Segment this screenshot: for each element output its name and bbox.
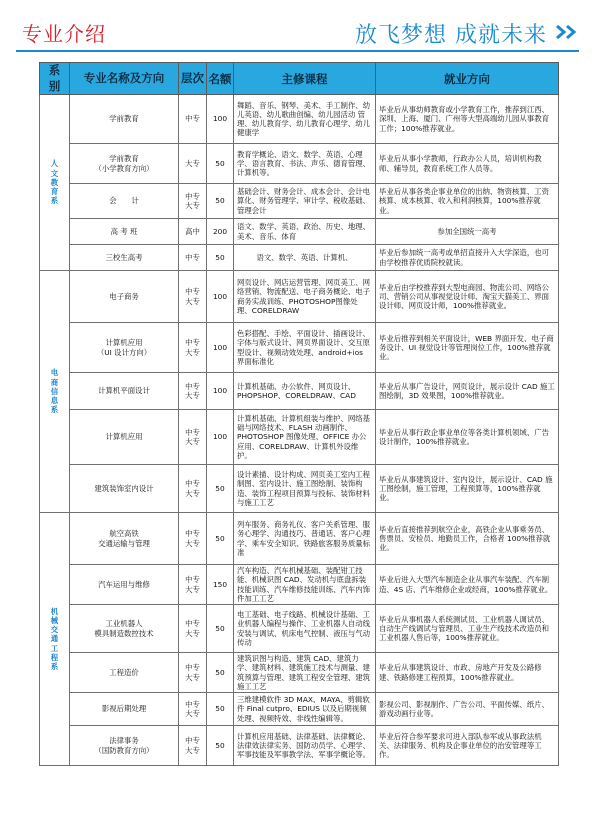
major-courses: 汽车构造、汽车机械基础、装配钳工技能、机械识图 CAD、发动机与底盘拆装技能训练、汽车维修技能训练、汽车内饰件加工工艺 bbox=[234, 565, 376, 605]
header-divider bbox=[16, 50, 579, 52]
major-level: 中专 bbox=[179, 95, 207, 144]
col-header-quota: 名额 bbox=[207, 63, 234, 95]
table-row bbox=[40, 465, 559, 513]
major-career: 毕业后进入大型汽车制造企业从事汽车装配、汽车制造、4S 店、汽车维修企业或经商，100%推荐就业。 bbox=[376, 565, 559, 605]
major-level: 中专 bbox=[179, 245, 207, 271]
major-quota: 50 bbox=[207, 653, 234, 693]
major-name: 计算机平面设计 bbox=[70, 373, 179, 410]
major-courses: 列车服务、商务礼仪、客户关系管理、服务心理学、沟通技巧、普通话、客户心理学、乘车安全知识、铁路旅客服务质量标准 bbox=[234, 513, 376, 565]
major-career: 毕业后推荐到相关平面设计，WEB 界面开发、电子商务设计、UI 视觉设计等管理岗位工作，100%推荐就业。 bbox=[376, 323, 559, 373]
major-level: 中专 大专 bbox=[179, 565, 207, 605]
major-career: 毕业后直接推荐到航空企业，高铁企业从事乘务员、售票员、安检员、地勤员工作，合格者 100%推荐就业。 bbox=[376, 513, 559, 565]
major-quota: 50 bbox=[207, 693, 234, 726]
major-level: 高中 bbox=[179, 219, 207, 245]
major-level: 中专 大专 bbox=[179, 513, 207, 565]
major-quota: 150 bbox=[207, 565, 234, 605]
major-level: 中专 大专 bbox=[179, 373, 207, 410]
col-header-department: 系别 bbox=[40, 63, 70, 95]
table-row bbox=[40, 373, 559, 410]
table-row bbox=[40, 653, 559, 693]
majors-table bbox=[39, 62, 559, 766]
major-level: 中专 大专 bbox=[179, 693, 207, 726]
major-name: 法律事务 （国防教育方向） bbox=[70, 726, 179, 766]
major-career: 毕业后由学校推荐到大型电商园、物流公司、网络公司、营销公司从事视觉设计师、淘宝天猫美工、界面设计师、网页设计师，100%推荐就业。 bbox=[376, 271, 559, 323]
major-career: 毕业后从事建筑设计、室内设计，展示设计、CAD 施工图绘制，施工管理，工程预算等，100%推荐就业。 bbox=[376, 465, 559, 513]
major-name: 高 考 班 bbox=[70, 219, 179, 245]
major-level: 中专 大专 bbox=[179, 323, 207, 373]
major-quota: 50 bbox=[207, 465, 234, 513]
table-row bbox=[40, 245, 559, 271]
major-name: 会 计 bbox=[70, 184, 179, 219]
major-level: 中专 大专 bbox=[179, 184, 207, 219]
major-name: 计算机应用 （UI 设计方向） bbox=[70, 323, 179, 373]
major-career: 毕业后从事幼师教育或小学教育工作，推荐到江西、深圳、上海、厦门、广州等大型高端幼儿园从事教育工作；100%推荐就业。 bbox=[376, 95, 559, 144]
major-quota: 200 bbox=[207, 219, 234, 245]
major-name: 汽车运用与维修 bbox=[70, 565, 179, 605]
major-quota: 100 bbox=[207, 373, 234, 410]
major-level: 中专 大专 bbox=[179, 605, 207, 653]
table-row bbox=[40, 605, 559, 653]
major-quota: 100 bbox=[207, 95, 234, 144]
major-quota: 50 bbox=[207, 726, 234, 766]
table-row bbox=[40, 565, 559, 605]
major-level: 中专 大专 bbox=[179, 271, 207, 323]
major-name: 工程造价 bbox=[70, 653, 179, 693]
major-quota: 50 bbox=[207, 184, 234, 219]
double-chevron-icon bbox=[555, 24, 579, 40]
table-row bbox=[40, 693, 559, 726]
major-quota: 100 bbox=[207, 271, 234, 323]
major-quota: 50 bbox=[207, 144, 234, 184]
major-level: 大专 bbox=[179, 144, 207, 184]
col-header-level: 层次 bbox=[179, 63, 207, 95]
major-courses: 建筑识图与构造、建筑 CAD、建筑力学、建筑材料、建筑施工技术与测量、建筑预算与管理、建筑工程安全管理、建筑施工工艺 bbox=[234, 653, 376, 693]
major-name: 学前教育 （小学教育方向） bbox=[70, 144, 179, 184]
major-courses: 语文、数学、英语、计算机、 bbox=[234, 245, 376, 271]
table-row bbox=[40, 323, 559, 373]
col-header-major: 专业名称及方向 bbox=[70, 63, 179, 95]
table-row bbox=[40, 219, 559, 245]
table-row bbox=[40, 513, 559, 565]
major-career: 毕业后从事广告设计，网页设计，展示设计 CAD 施工图绘制，3D 效果图，100%推荐就业。 bbox=[376, 373, 559, 410]
major-courses: 计算机应用基础、法律基础、法律概论、法律效法律实务、国防动员学、心理学、军事技能及军事教学法、军事学概论等。 bbox=[234, 726, 376, 766]
major-career: 毕业后从事各类企事业单位的出纳、物资核算、工资核算、成本核算、收入和利润核算，100%推荐就业。 bbox=[376, 184, 559, 219]
major-courses: 设计素描、设计构成、网页美工室内工程制图、室内设计、施工图绘制、装饰构造、装饰工程项目预算与投标、装饰材料与施工工艺 bbox=[234, 465, 376, 513]
major-name: 影视后期处理 bbox=[70, 693, 179, 726]
slogan: 放飞梦想 成就未来 bbox=[355, 23, 547, 48]
major-quota: 100 bbox=[207, 323, 234, 373]
major-level: 中专 大专 bbox=[179, 653, 207, 693]
major-level: 中专 大专 bbox=[179, 465, 207, 513]
major-career: 参加全国统一高考 bbox=[376, 219, 559, 245]
major-level: 中专 大专 bbox=[179, 726, 207, 766]
major-career: 毕业后符合参军要求可进入部队参军或从事政法机关、法律服务、机构及企事业单位的治安管理等工作。 bbox=[376, 726, 559, 766]
major-courses: 计算机基础、计算机组装与维护、网络基础与网络技术、FLASH 动画制作、PHOTOSHOP 图像处理、OFFICE 办公应用、CORELDRAW、计算机外设维护。 bbox=[234, 410, 376, 465]
major-courses: 教育学概论、语文、数学、英语、心理学、语言教育、书法、声乐、德育管理、计算机等。 bbox=[234, 144, 376, 184]
department-name: 机 械 交 通 工 程 系 bbox=[40, 513, 70, 766]
table-row bbox=[40, 144, 559, 184]
major-quota: 50 bbox=[207, 245, 234, 271]
major-quota: 50 bbox=[207, 605, 234, 653]
department-name: 人 文 教 育 系 bbox=[40, 95, 70, 271]
major-name: 学前教育 bbox=[70, 95, 179, 144]
major-name: 三校生高考 bbox=[70, 245, 179, 271]
table-row bbox=[40, 184, 559, 219]
major-quota: 100 bbox=[207, 410, 234, 465]
major-courses: 电工基础、电子线路、机械设计基础、工业机器人编程与操作、工业机器人自动线安装与调试、机床电气控制、液压与气动传动 bbox=[234, 605, 376, 653]
major-courses: 计算机基础、办公软件、网页设计、PHOPSHOP、CORELDRAW、CAD bbox=[234, 373, 376, 410]
major-courses: 色彩搭配、手绘、平面设计、插画设计、字体与版式设计、网页界面设计、交互原型设计、视频动效处理、android+ios 界面标准化 bbox=[234, 323, 376, 373]
major-courses: 基础会计、财务会计、成本会计、会计电算化、财务管理学、审计学、税收基础、管理会计 bbox=[234, 184, 376, 219]
major-courses: 舞蹈、音乐、钢琴、美术、手工制作、幼儿英语、幼儿歌曲创编、幼儿园活动 管理、幼儿教育学、幼儿教育心理学、幼儿健康学 bbox=[234, 95, 376, 144]
major-level: 中专 大专 bbox=[179, 410, 207, 465]
section-title: 专业介绍 bbox=[22, 22, 106, 46]
major-career: 毕业后从事行政企事业单位等各类计算机领域、广告设计制作，100%推荐就业。 bbox=[376, 410, 559, 465]
major-name: 电子商务 bbox=[70, 271, 179, 323]
table-row bbox=[40, 271, 559, 323]
department-name: 电 商 信 息 系 bbox=[40, 271, 70, 513]
table-row bbox=[40, 726, 559, 766]
major-career: 毕业后从事机器人系统测试员、工业机器人调试员、自动生产线调试与管理员、工业生产线技术改造员和工业机器人售后等，100%推荐就业。 bbox=[376, 605, 559, 653]
col-header-career: 就业方向 bbox=[376, 63, 559, 95]
table-row bbox=[40, 410, 559, 465]
page-header bbox=[6, 6, 589, 52]
col-header-courses: 主修课程 bbox=[234, 63, 376, 95]
major-name: 航空高铁 交通运输与管理 bbox=[70, 513, 179, 565]
major-courses: 语文、数学、英语、政治、历史、地理、美术、音乐、体育 bbox=[234, 219, 376, 245]
major-career: 毕业后从事小学教师，行政办公人员，培训机构教师、辅导员，教育系统工作人员等。 bbox=[376, 144, 559, 184]
major-name: 建筑装饰室内设计 bbox=[70, 465, 179, 513]
major-name: 工业机器人 模具制造数控技术 bbox=[70, 605, 179, 653]
major-quota: 50 bbox=[207, 513, 234, 565]
major-courses: 三维建模软件 3D MAX、MAYA、剪辑软件 Final cutpro、EDIUS 以及后期视频处理、视频特效、非线性编辑等。 bbox=[234, 693, 376, 726]
table-header-row bbox=[40, 63, 559, 95]
table-row bbox=[40, 95, 559, 144]
major-career: 毕业后从事建筑设计、市政、房地产开发及公路修建、铁路修建工程预算，100%推荐就业。 bbox=[376, 653, 559, 693]
major-career: 影视公司、影视制作、广告公司、平面传媒、纸片、游戏动画行业等。 bbox=[376, 693, 559, 726]
major-name: 计算机应用 bbox=[70, 410, 179, 465]
major-career: 毕业后参加统一高考或单招直接升入大学深造，也可由学校推荐优质院校就读。 bbox=[376, 245, 559, 271]
major-courses: 网页设计、网店运营管理、网页美工、网络营销、物流配送、电子商务概论、电子商务实战训练、PHOTOSHOP图像处理、CORELDRAW bbox=[234, 271, 376, 323]
